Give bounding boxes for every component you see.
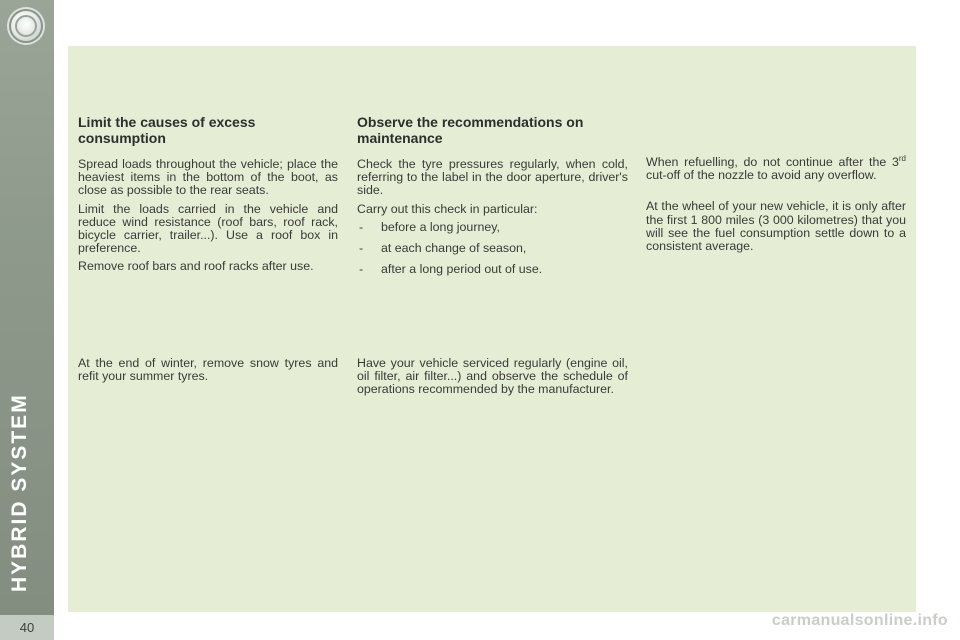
text-check-when: Carry out this check in particular: (357, 201, 538, 216)
heading-maintenance: Observe the recommendations on maintenance (357, 114, 584, 146)
column-maintenance-continued (357, 357, 628, 402)
content-panel (68, 46, 916, 612)
text-remove-roof-bars: Remove roof bars and roof racks after use. (78, 259, 314, 274)
logo-inner-ring (15, 15, 37, 37)
list-item: - before a long journey, (359, 219, 500, 234)
text-service-vehicle: Have your vehicle serviced regularly (engine oil, oil filter, air filter...) and observe the schedule of operations recommended by the manufacturer. (357, 356, 628, 397)
section-title: HYBRID SYSTEM (8, 393, 31, 592)
list-item: - at each change of season, (359, 241, 527, 256)
column-refuelling (646, 153, 906, 258)
watermark: carmanualsonline.info (771, 612, 948, 629)
column-consumption (78, 114, 338, 279)
text-check-tyres: Check the tyre pressures regularly, when cold, referring to the label in the door aperture, driver's side. (357, 157, 628, 198)
page-number: 40 (0, 615, 54, 640)
text-winter-tyres: At the end of winter, remove snow tyres and refit your summer tyres. (78, 356, 338, 384)
sidebar-strip (0, 0, 54, 615)
text-break-in: At the wheel of your new vehicle, it is only after the first 1 800 miles (3 000 kilometres) that you will see the fuel consumption settle down to a consistent average. (646, 199, 906, 254)
list-item: - after a long period out of use. (359, 262, 543, 277)
brand-logo-icon (9, 9, 43, 43)
text-spread-loads: Spread loads throughout the vehicle; place the heaviest items in the bottom of the boot, as close as possible to the rear seats. (78, 157, 338, 198)
column-consumption-continued (78, 357, 338, 388)
text-limit-loads: Limit the loads carried in the vehicle and reduce wind resistance (roof bars, roof rack, bicycle carrier, trailer...). Use a roof box in preference. (78, 201, 338, 256)
column-maintenance (357, 114, 628, 284)
heading-excess-consumption: Limit the causes of excess consumption (78, 114, 256, 146)
text-refuelling: When refuelling, do not continue after the 3rd cut-off of the nozzle to avoid any overflow. (646, 153, 906, 183)
check-list (357, 221, 628, 277)
